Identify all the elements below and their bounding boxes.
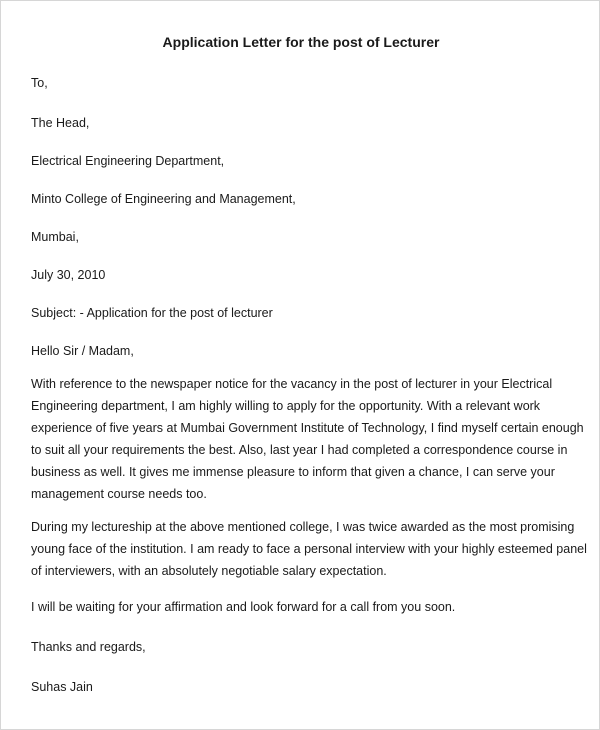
recipient-college: Minto College of Engineering and Management,	[31, 192, 296, 206]
body-paragraph-2	[31, 519, 587, 585]
body-paragraph-3	[31, 599, 579, 621]
salutation-to: To,	[31, 76, 48, 90]
letter-greeting: Hello Sir / Madam,	[31, 344, 134, 358]
paragraph-line: management course needs too.	[31, 487, 207, 501]
letter-date: July 30, 2010	[31, 268, 106, 282]
body-paragraph-1	[31, 376, 584, 508]
paragraph-line: Engineering department, I am highly willing to apply for the opportunity. With a relevant work	[31, 399, 541, 413]
paragraph-line: During my lectureship at the above mentioned college, I was twice awarded as the most promising	[31, 520, 575, 534]
paragraph-line: young face of the institution. I am ready to face a personal interview with your highly esteemed panel	[31, 542, 587, 556]
paragraph-line: business as well. It gives me immense pleasure to inform that given a chance, I can serve your	[31, 465, 555, 479]
paragraph-line: to suit all your requirements the best. Also, last year I had completed a correspondence course in	[31, 443, 568, 457]
recipient-city: Mumbai,	[31, 230, 79, 244]
paragraph-line: With reference to the newspaper notice for the vacancy in the post of lecturer in your Electrical	[31, 377, 553, 391]
recipient-head: The Head,	[31, 116, 90, 130]
paragraph-line: of interviewers, with an absolutely negotiable salary expectation.	[31, 564, 387, 578]
letter-closing: Thanks and regards,	[31, 640, 146, 654]
paragraph-line: experience of five years at Mumbai Government Institute of Technology, I find myself certain enough	[31, 421, 584, 435]
paragraph-line: I will be waiting for your affirmation and look forward for a call from you soon.	[31, 600, 456, 614]
letter-signature: Suhas Jain	[31, 680, 93, 694]
letter-title: Application Letter for the post of Lecturer	[162, 34, 440, 50]
letter-subject: Subject: - Application for the post of lecturer	[31, 306, 273, 320]
recipient-department: Electrical Engineering Department,	[31, 154, 225, 168]
